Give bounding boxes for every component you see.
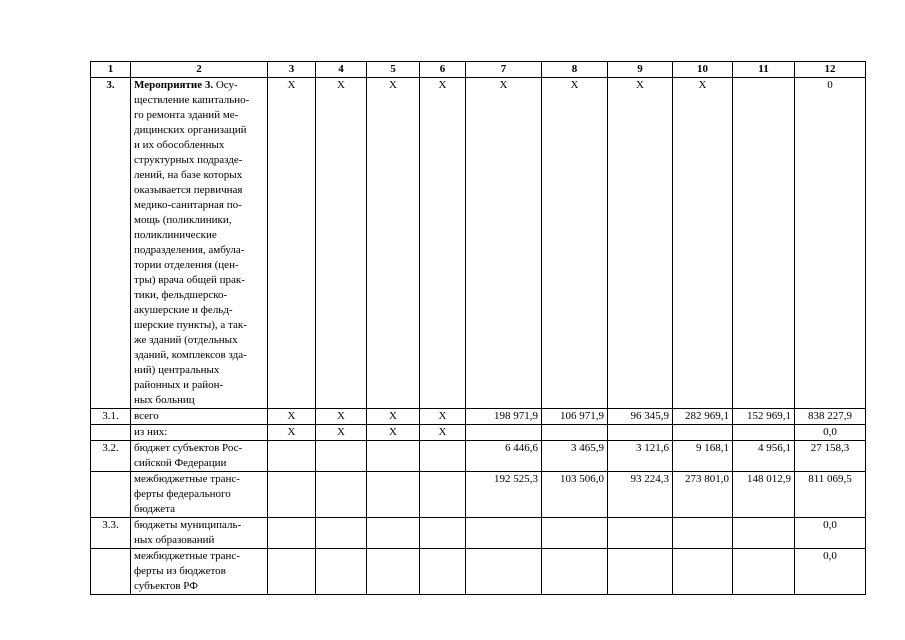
table-row-total (91, 409, 866, 425)
cell-col-12: 0,0 (795, 549, 866, 595)
activity-text: Осу- ществление капитально- го ремонта зданий ме- дицинских организаций и их обособленных структурных подразде- лений, на базе которых оказывается первичная медико-санитарная по- мощь (поликлиники, поликлинические подразделения, амбула- тории отделения (цен- тры) врача общей прак- тики, фельдшерско- акушерские и фельд- шерские пункты), а так- же зданий (отдельных зданий, комплексов зда- ний) центральных районных и район- ных больниц (134, 79, 250, 406)
header-cell-10: 10 (673, 62, 733, 78)
row-number (91, 425, 131, 441)
cell-col-10 (673, 518, 733, 549)
cell-col-10 (673, 425, 733, 441)
table-row-activity (91, 78, 866, 409)
cell-col-7 (466, 425, 542, 441)
row-number (91, 549, 131, 595)
row-number (91, 472, 131, 518)
header-cell-6: 6 (420, 62, 466, 78)
cell-col-7 (466, 549, 542, 595)
cell-col-10: 9 168,1 (673, 441, 733, 472)
cell-col-5: Х (367, 409, 420, 425)
cell-col-9: 93 224,3 (608, 472, 673, 518)
cell-col-4 (316, 518, 367, 549)
row-description: межбюджетные транс- ферты федерального бюджета (131, 472, 268, 518)
header-cell-9: 9 (608, 62, 673, 78)
cell-col-12: 0,0 (795, 518, 866, 549)
header-cell-3: 3 (268, 62, 316, 78)
table-row-federal-transfers (91, 472, 866, 518)
cell-col-9: 96 345,9 (608, 409, 673, 425)
cell-col-8: 106 971,9 (542, 409, 608, 425)
cell-col-7: 198 971,9 (466, 409, 542, 425)
header-cell-7: 7 (466, 62, 542, 78)
table-row-of-which (91, 425, 866, 441)
cell-col-9 (608, 518, 673, 549)
cell-col-11 (733, 549, 795, 595)
cell-col-12: 838 227,9 (795, 409, 866, 425)
table-row-municipal-budgets (91, 518, 866, 549)
header-cell-4: 4 (316, 62, 367, 78)
cell-col-11 (733, 78, 795, 409)
cell-col-11: 4 956,1 (733, 441, 795, 472)
cell-col-6 (420, 518, 466, 549)
cell-col-10 (673, 549, 733, 595)
cell-col-12: 811 069,5 (795, 472, 866, 518)
row-number: 3.1. (91, 409, 131, 425)
header-cell-2: 2 (131, 62, 268, 78)
cell-col-3: Х (268, 425, 316, 441)
activity-title: Мероприятие 3. (134, 79, 214, 91)
cell-col-8 (542, 425, 608, 441)
cell-col-11: 152 969,1 (733, 409, 795, 425)
cell-col-5 (367, 549, 420, 595)
cell-col-11: 148 012,9 (733, 472, 795, 518)
header-cell-8: 8 (542, 62, 608, 78)
cell-col-3 (268, 472, 316, 518)
row-number: 3.2. (91, 441, 131, 472)
cell-col-5 (367, 472, 420, 518)
cell-col-5: Х (367, 78, 420, 409)
header-cell-1: 1 (91, 62, 131, 78)
cell-col-11 (733, 518, 795, 549)
row-description: из них: (131, 425, 268, 441)
cell-col-4 (316, 441, 367, 472)
cell-col-12: 27 158,3 (795, 441, 866, 472)
row-description: межбюджетные транс- ферты из бюджетов субъектов РФ (131, 549, 268, 595)
header-cell-12: 12 (795, 62, 866, 78)
cell-col-3 (268, 441, 316, 472)
cell-col-7 (466, 518, 542, 549)
cell-col-9: Х (608, 78, 673, 409)
cell-col-9 (608, 549, 673, 595)
cell-col-10: Х (673, 78, 733, 409)
cell-col-3: Х (268, 78, 316, 409)
cell-col-9: 3 121,6 (608, 441, 673, 472)
cell-col-6 (420, 441, 466, 472)
cell-col-5: Х (367, 425, 420, 441)
cell-col-4: Х (316, 425, 367, 441)
row-description (131, 78, 268, 409)
cell-col-9 (608, 425, 673, 441)
cell-col-7: 192 525,3 (466, 472, 542, 518)
budget-table (90, 61, 866, 595)
cell-col-10: 273 801,0 (673, 472, 733, 518)
table-body (91, 78, 866, 595)
header-row (91, 62, 866, 78)
cell-col-4: Х (316, 78, 367, 409)
cell-col-8: Х (542, 78, 608, 409)
cell-col-4 (316, 472, 367, 518)
cell-col-8: 103 506,0 (542, 472, 608, 518)
row-number: 3.3. (91, 518, 131, 549)
row-description: всего (131, 409, 268, 425)
cell-col-7: Х (466, 78, 542, 409)
table-row-regional-budget (91, 441, 866, 472)
cell-col-4 (316, 549, 367, 595)
cell-col-4: Х (316, 409, 367, 425)
cell-col-6: Х (420, 78, 466, 409)
row-number: 3. (91, 78, 131, 409)
header-cell-5: 5 (367, 62, 420, 78)
header-cell-11: 11 (733, 62, 795, 78)
cell-col-12: 0 (795, 78, 866, 409)
cell-col-8 (542, 549, 608, 595)
cell-col-3 (268, 518, 316, 549)
cell-col-6: Х (420, 409, 466, 425)
row-description: бюджеты муниципаль- ных образований (131, 518, 268, 549)
cell-col-11 (733, 425, 795, 441)
cell-col-6: Х (420, 425, 466, 441)
cell-col-8: 3 465,9 (542, 441, 608, 472)
cell-col-10: 282 969,1 (673, 409, 733, 425)
table-header (91, 62, 866, 78)
cell-col-5 (367, 518, 420, 549)
cell-col-8 (542, 518, 608, 549)
row-description: бюджет субъектов Рос- сийской Федерации (131, 441, 268, 472)
cell-col-6 (420, 472, 466, 518)
cell-col-5 (367, 441, 420, 472)
cell-col-3: Х (268, 409, 316, 425)
table-row-regional-transfers (91, 549, 866, 595)
cell-col-6 (420, 549, 466, 595)
cell-col-7: 6 446,6 (466, 441, 542, 472)
cell-col-12: 0,0 (795, 425, 866, 441)
cell-col-3 (268, 549, 316, 595)
